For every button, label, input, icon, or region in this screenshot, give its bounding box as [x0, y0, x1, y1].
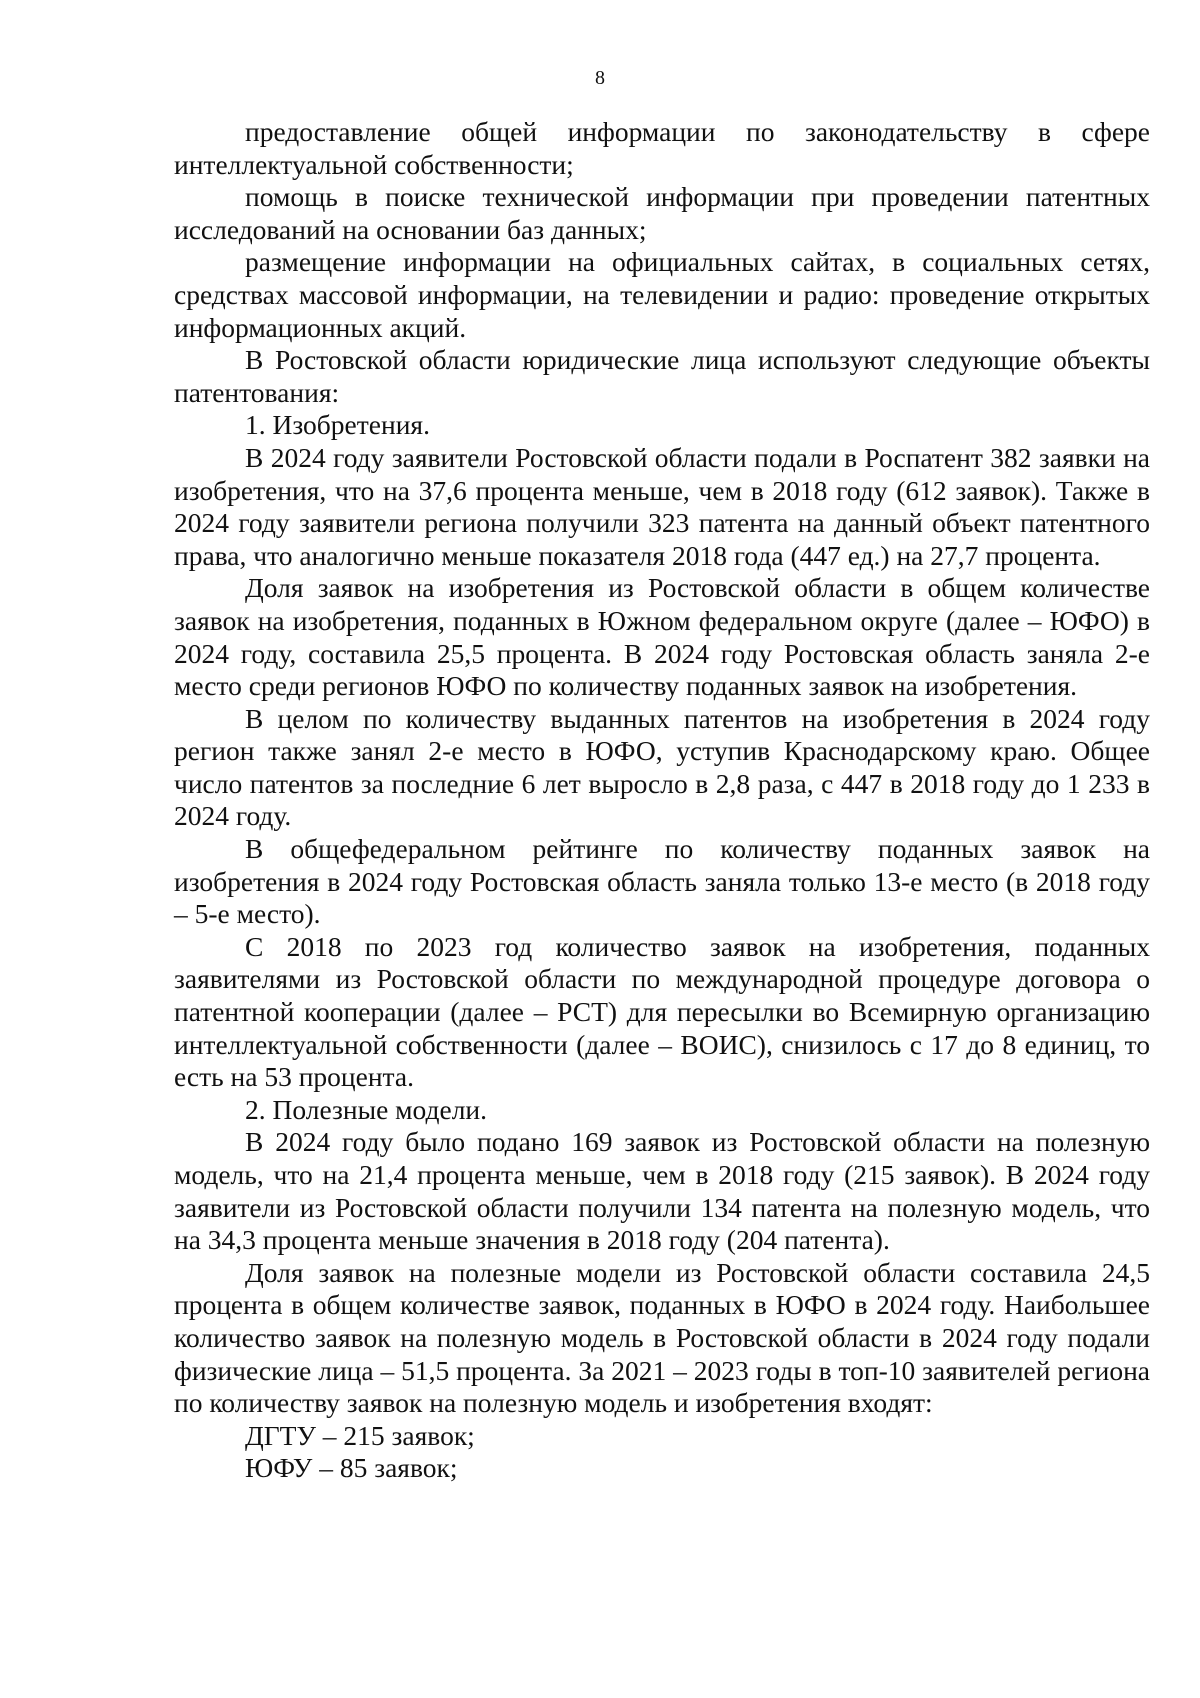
paragraph-inventions-share-yufo: Доля заявок на изобретения из Ростовской области в общем количестве заявок на изобретения, поданных в Южном федеральном округе (далее – ЮФО) в 2024 году, составила 25,5 процента. В 2024 году Ростовская область заняла 2-е место среди регионов ЮФО по количеству поданных заявок на изобретения. — [174, 572, 1150, 702]
list-item-yufu: ЮФУ – 85 заявок; — [245, 1452, 458, 1484]
list-item-dgtu: ДГТУ – 215 заявок; — [245, 1419, 475, 1451]
section-heading-inventions: 1. Изобретения. — [245, 409, 430, 441]
paragraph-utility-models-2024: В 2024 году было подано 169 заявок из Ростовской области на полезную модель, что на 21,4 процента меньше, чем в 2018 году (215 заявок). В 2024 году заявители из Ростовской области получили 134 патента на полезную модель, что на 34,3 процента меньше значения в 2018 году (204 патента). — [174, 1126, 1150, 1256]
paragraph-utility-models-share: Доля заявок на полезные модели из Ростовской области составила 24,5 процента в общем количестве заявок, поданных в ЮФО в 2024 году. Наибольшее количество заявок на полезную модель в Ростовской области в 2024 году подали физические лица – 51,5 процента. За 2021 – 2023 годы в топ-10 заявителей региона по количеству заявок на полезную модель и изобретения входят: — [174, 1256, 1150, 1419]
paragraph-inventions-2024: В 2024 году заявители Ростовской области подали в Роспатент 382 заявки на изобретения, что на 37,6 процента меньше, чем в 2018 году (612 заявок). Также в 2024 году заявители региона получили 323 патента на данный объект патентного права, что аналогично меньше показателя 2018 года (447 ед.) на 27,7 процента. — [174, 441, 1150, 571]
paragraph-media-placement: размещение информации на официальных сайтах, в социальных сетях, средствах массовой информации, на телевидении и радио: проведение открытых информационных акций. — [174, 246, 1150, 343]
paragraph-patents-issued: В целом по количеству выданных патентов на изобретения в 2024 году регион также занял 2-е место в ЮФО, уступив Краснодарскому краю. Общее число патентов за последние 6 лет выросло в 2,8 раза, с 447 в 2018 году до 1 233 в 2024 году. — [174, 702, 1150, 832]
paragraph-patent-objects-intro: В Ростовской области юридические лица используют следующие объекты патентования: — [174, 344, 1150, 408]
paragraph-info-legislation: предоставление общей информации по законодательству в сфере интеллектуальной собственности; — [174, 116, 1150, 180]
page-number: 8 — [595, 67, 605, 89]
paragraph-federal-rating: В общефедеральном рейтинге по количеству поданных заявок на изобретения в 2024 году Ростовская область заняла только 13-е место (в 2018 году – 5-е место). — [174, 833, 1150, 930]
paragraph-pct-applications: С 2018 по 2023 год количество заявок на изобретения, поданных заявителями из Ростовской области по международной процедуре договора о патентной кооперации (далее – РСТ) для пересылки во Всемирную организацию интеллектуальной собственности (далее – ВОИС), снизилось с 17 до 8 единиц, то есть на 53 процента. — [174, 930, 1150, 1093]
section-heading-utility-models: 2. Полезные модели. — [245, 1093, 488, 1125]
paragraph-search-help: помощь в поиске технической информации при проведении патентных исследований на основании баз данных; — [174, 181, 1150, 245]
document-body — [174, 116, 1150, 1485]
